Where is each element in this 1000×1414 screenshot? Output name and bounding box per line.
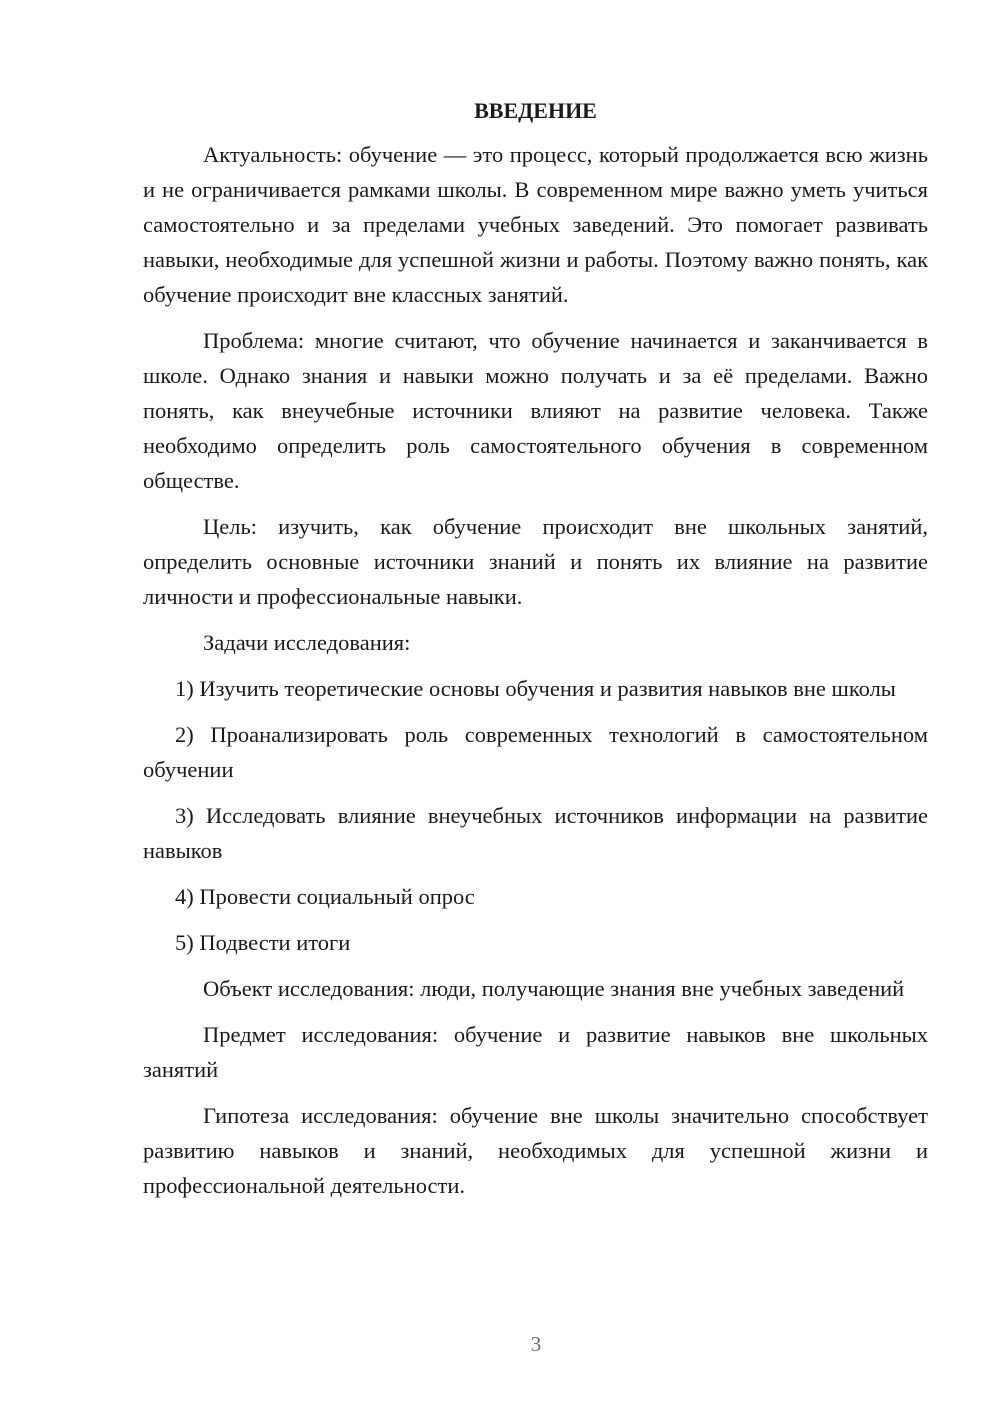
task-item-2: 2) Проанализировать роль современных технологий в самостоятельном обучении — [143, 722, 928, 782]
task-item-4: 4) Провести социальный опрос — [175, 884, 475, 909]
relevance-paragraph: Актуальность: обучение — это процесс, который продолжается всю жизнь и не ограничивается рамками школы. В современном мире важно уметь учиться самостоятельно и за пределами учебных заведений. Это помогает развивать навыки, необходимые для успешной жизни и работы. Поэтому важно понять, как обучение происходит вне классных занятий. — [143, 142, 928, 307]
page-number: 3 — [530, 1332, 542, 1356]
subject-paragraph: Предмет исследования: обучение и развитие навыков вне школьных занятий — [143, 1022, 928, 1082]
problem-paragraph: Проблема: многие считают, что обучение начинается и заканчивается в школе. Однако знания и навыки можно получать и за её пределами. Важно понять, как внеучебные источники влияют на развитие человека. Также необходимо определить роль самостоятельного обучения в современном обществе. — [143, 328, 928, 493]
task-item-1: 1) Изучить теоретические основы обучения и развития навыков вне школы — [175, 676, 896, 701]
task-item-3: 3) Исследовать влияние внеучебных источников информации на развитие навыков — [143, 803, 928, 863]
hypothesis-paragraph: Гипотеза исследования: обучение вне школы значительно способствует развитию навыков и знаний, необходимых для успешной жизни и профессиональной деятельности. — [143, 1103, 928, 1198]
section-heading: ВВЕДЕНИЕ — [474, 98, 597, 123]
page-content — [143, 93, 928, 1214]
goal-paragraph: Цель: изучить, как обучение происходит вне школьных занятий, определить основные источники знаний и понять их влияние на развитие личности и профессиональные навыки. — [143, 514, 928, 609]
tasks-title: Задачи исследования: — [203, 630, 411, 655]
object-paragraph: Объект исследования: люди, получающие знания вне учебных заведений — [203, 976, 905, 1001]
task-item-5: 5) Подвести итоги — [175, 930, 351, 955]
